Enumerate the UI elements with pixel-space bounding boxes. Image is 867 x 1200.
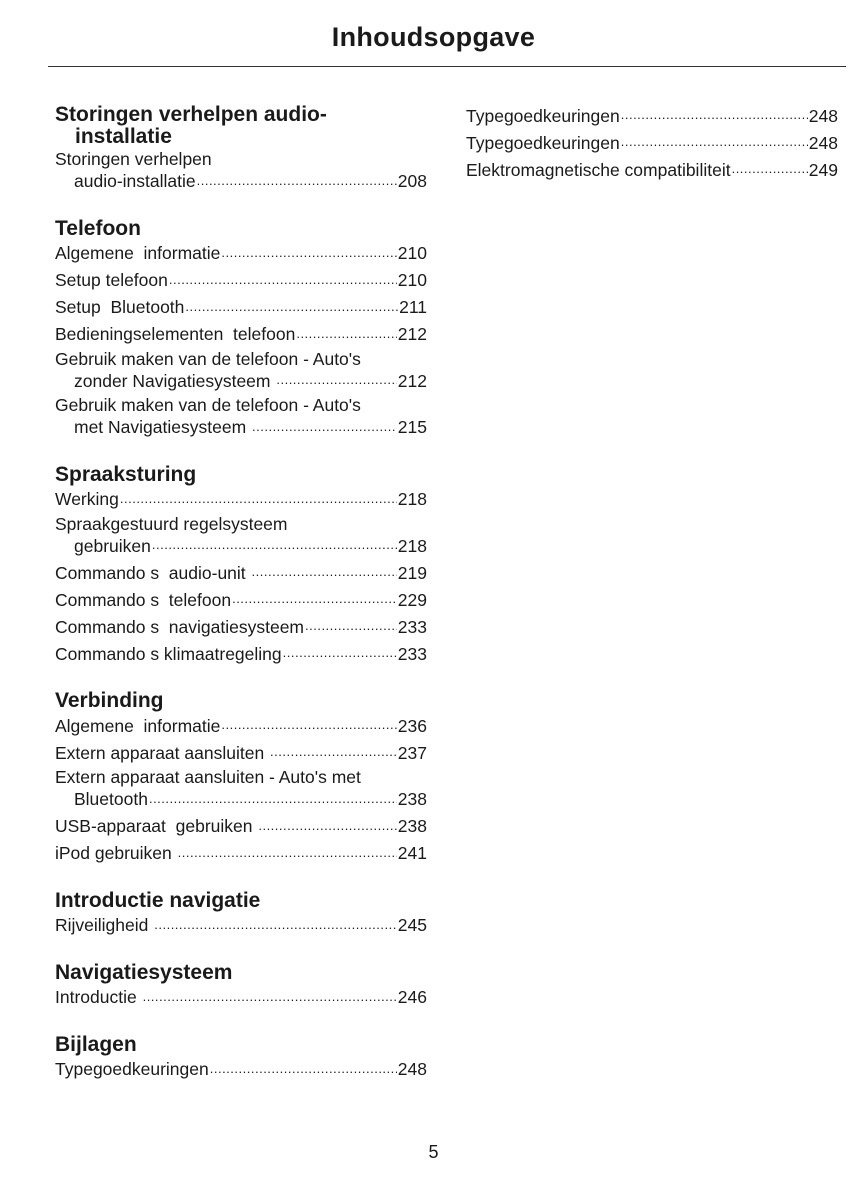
toc-section-introductie-navigatie [55, 890, 427, 936]
toc-entry[interactable] [55, 296, 427, 318]
section-heading-text: Storingen verhelpen audio- [55, 103, 327, 126]
toc-entry[interactable] [55, 350, 427, 392]
toc-page-number: 212 [397, 370, 427, 391]
toc-section-telefoon [55, 218, 427, 438]
toc-entry[interactable] [55, 488, 427, 510]
toc-page-number: 211 [399, 297, 427, 317]
toc-page-number: 238 [397, 789, 427, 809]
toc-entry[interactable] [55, 150, 427, 192]
toc-page-number: 248 [397, 1059, 427, 1079]
toc-entry-label: zonder Navigatiesysteem [74, 370, 276, 391]
dot-leader [197, 170, 397, 188]
toc-entry-label: USB-apparaat gebruiken [55, 816, 258, 836]
dot-leader [185, 296, 398, 314]
dot-leader [152, 534, 397, 552]
dot-leader [621, 131, 808, 149]
dot-leader [221, 242, 396, 260]
toc-section [466, 104, 838, 180]
dot-leader [276, 369, 396, 387]
toc-page-number: 245 [397, 915, 427, 935]
dot-leader [221, 714, 396, 732]
section-heading-text: Telefoon [55, 216, 141, 240]
toc-entry-label: Spraakgestuurd regelsysteem [55, 513, 288, 534]
toc-entry[interactable] [55, 768, 427, 810]
toc-entry-label: iPod gebruiken [55, 843, 177, 863]
toc-page-number: 233 [397, 616, 427, 637]
toc-entry[interactable] [55, 815, 427, 837]
toc-entry[interactable] [55, 242, 427, 264]
dot-leader [252, 416, 397, 434]
toc-section-bijlagen [55, 1034, 427, 1080]
toc-entry-label: audio-installatie [74, 171, 196, 191]
toc-entry-label: Typegoedkeuringen [55, 1059, 209, 1079]
dot-leader [154, 914, 397, 932]
toc-entry-label: Bluetooth [74, 789, 148, 809]
toc-entry[interactable] [55, 396, 427, 438]
toc-page-number: 229 [397, 589, 427, 610]
toc-entry-label: Setup Bluetooth [55, 297, 185, 317]
section-heading-text: Introductie navigatie [55, 888, 261, 912]
dot-leader [270, 741, 397, 759]
toc-page-number: 208 [397, 171, 427, 191]
toc-page-number: 210 [397, 243, 427, 263]
dot-leader [149, 788, 397, 806]
section-heading [55, 104, 427, 148]
toc-entry-label: Algemene informatie [55, 715, 221, 736]
toc-left-column [55, 104, 427, 1106]
toc-entry-label: Commando s klimaatregeling [55, 643, 282, 664]
toc-page-number: 210 [397, 270, 427, 290]
title-divider [48, 66, 846, 67]
toc-entry-label: Extern apparaat aansluiten [55, 742, 270, 763]
toc-entry-label: Algemene informatie [55, 243, 221, 263]
toc-page-number: 248 [808, 132, 838, 153]
dot-leader [732, 158, 808, 176]
section-heading [55, 690, 427, 712]
dot-leader [120, 488, 397, 506]
toc-entry-label: Storingen verhelpen [55, 149, 212, 169]
section-heading-text: Bijlagen [55, 1032, 137, 1056]
dot-leader [296, 323, 396, 341]
toc-entry-label: Introductie [55, 987, 142, 1007]
toc-entry[interactable] [55, 588, 427, 610]
toc-entry[interactable] [55, 714, 427, 736]
toc-page-number: 212 [397, 324, 427, 344]
toc-entry-label: gebruiken [74, 535, 151, 556]
toc-entry-label: Typegoedkeuringen [466, 132, 620, 153]
toc-page-number: 241 [397, 843, 427, 863]
dot-leader [178, 842, 397, 860]
toc-entry-label: Commando s navigatiesysteem [55, 616, 304, 637]
toc-entry-label: Typegoedkeuringen [466, 105, 620, 126]
toc-entry[interactable] [466, 104, 838, 126]
toc-entry[interactable] [55, 323, 427, 345]
dot-leader [258, 815, 396, 833]
toc-page-number: 246 [397, 987, 427, 1007]
toc-entry[interactable] [55, 914, 427, 936]
dot-leader [305, 615, 397, 633]
section-heading-text: Spraaksturing [55, 462, 197, 486]
toc-entry-label: Setup telefoon [55, 270, 168, 290]
dot-leader [143, 986, 397, 1004]
toc-right-column [466, 104, 838, 206]
toc-page-number: 215 [397, 417, 427, 437]
toc-section-storingen-verhelpen-audio-installatie [55, 104, 427, 192]
toc-entry-label: Extern apparaat aansluiten - Auto's met [55, 767, 361, 787]
toc-page-number: 248 [808, 105, 838, 126]
toc-entry-label: met Navigatiesysteem [74, 417, 252, 437]
toc-page-number: 249 [808, 159, 838, 180]
toc-entry[interactable] [55, 741, 427, 763]
toc-entry[interactable] [466, 158, 838, 180]
page-title: Inhoudsopgave [331, 22, 536, 52]
toc-page-number: 218 [397, 489, 427, 509]
section-heading [55, 1034, 427, 1056]
toc-entry[interactable] [55, 515, 427, 557]
toc-entry[interactable] [55, 1058, 427, 1080]
section-heading-text: Verbinding [55, 689, 164, 712]
toc-entry[interactable] [55, 561, 427, 583]
toc-page-number: 219 [397, 562, 427, 583]
section-heading [55, 962, 427, 984]
section-heading-text: Navigatiesysteem [55, 960, 233, 984]
toc-entry-label: Werking [55, 489, 119, 509]
toc-page-number: 218 [397, 535, 427, 556]
toc-page-number: 236 [397, 715, 427, 736]
page-number: 5 [428, 1142, 439, 1162]
toc-entry-label: Gebruik maken van de telefoon - Auto's [55, 395, 361, 415]
section-heading-text: installatie [75, 125, 172, 148]
toc-page-number: 233 [397, 643, 427, 664]
toc-entry[interactable] [55, 615, 427, 637]
toc-entry[interactable] [466, 131, 838, 153]
toc-entry-label: Bedieningselementen telefoon [55, 324, 296, 344]
toc-entry[interactable] [55, 269, 427, 291]
section-heading [55, 890, 427, 912]
toc-entry-label: Commando s audio-unit [55, 562, 251, 583]
dot-leader [210, 1058, 397, 1076]
toc-page-number: 238 [397, 816, 427, 836]
toc-entry[interactable] [55, 986, 427, 1008]
toc-entry[interactable] [55, 642, 427, 664]
section-heading [55, 464, 427, 486]
dot-leader [283, 642, 397, 660]
dot-leader [252, 561, 397, 579]
dot-leader [169, 269, 397, 287]
toc-section-navigatiesysteem [55, 962, 427, 1008]
dot-leader [621, 104, 808, 122]
toc-entry[interactable] [55, 842, 427, 864]
toc-entry-label: Commando s telefoon [55, 589, 232, 610]
toc-entry-label: Elektromagnetische compatibiliteit [466, 159, 731, 180]
toc-section-spraaksturing [55, 464, 427, 665]
dot-leader [232, 588, 397, 606]
section-heading [55, 218, 427, 240]
toc-entry-label: Gebruik maken van de telefoon - Auto's [55, 348, 361, 369]
toc-section-verbinding [55, 690, 427, 864]
toc-entry-label: Rijveiligheid [55, 915, 154, 935]
toc-page-number: 237 [397, 742, 427, 763]
